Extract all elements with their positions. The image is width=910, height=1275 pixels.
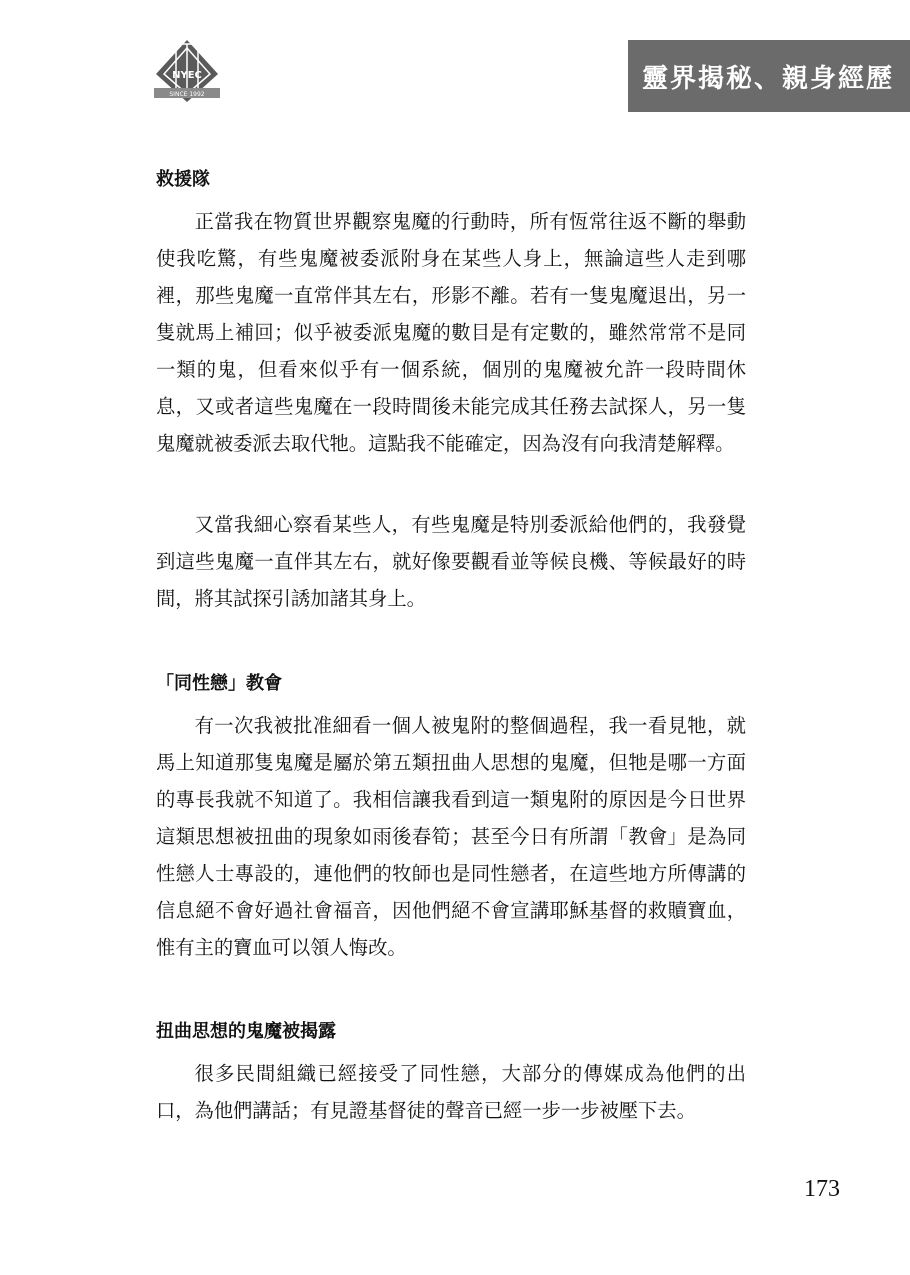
section-heading-gay-church: 「同性戀」教會 — [156, 673, 282, 694]
paragraph: 正當我在物質世界觀察鬼魔的行動時，所有恆常往返不斷的舉動使我吃驚，有些鬼魔被委派附身在某些人身上，無論這些人走到哪裡，那些鬼魔一直常伴其左右，形影不離。若有一隻鬼魔退出，另一隻就馬上補回；似乎被委派鬼魔的數目是有定數的，雖然常常不是同一類的鬼，但看來似乎有一個系統，個別的鬼魔被允許一段時間休息，又或者這些鬼魔在一段時間後未能完成其任務去試探人，另一隻鬼魔就被委派去取代牠。這點我不能確定，因為沒有向我清楚解釋。 — [156, 210, 746, 455]
paragraph: 很多民間組織已經接受了同性戀，大部分的傳媒成為他們的出口，為他們講話；有見證基督徒的聲音已經一步一步被壓下去。 — [156, 1062, 746, 1122]
paragraph: 又當我細心察看某些人，有些鬼魔是特別委派給他們的，我發覺到這些鬼魔一直伴其左右，就好像要觀看並等候良機、等候最好的時間，將其試探引誘加諸其身上。 — [156, 513, 746, 610]
page-number: 173 — [804, 1176, 840, 1202]
logo-tagline: SINCE 1992 — [169, 91, 205, 98]
section-title-banner — [628, 40, 910, 112]
logo-text: NYEC — [172, 70, 202, 81]
section-heading-rescue-team: 救援隊 — [156, 169, 210, 190]
paragraph: 有一次我被批准細看一個人被鬼附的整個過程，我一看見牠，就馬上知道那隻鬼魔是屬於第五類扭曲人思想的鬼魔，但牠是哪一方面的專長我就不知道了。我相信讓我看到這一類鬼附的原因是今日世界這類思想被扭曲的現象如雨後春筍；甚至今日有所謂「教會」是為同性戀人士專設的，連他們的牧師也是同性戀者，在這些地方所傳講的信息絕不會好過社會福音，因他們絕不會宣講耶穌基督的救贖寶血，惟有主的寶血可以領人悔改。 — [156, 714, 746, 959]
section-heading-distorted-thoughts: 扭曲思想的鬼魔被揭露 — [156, 1021, 336, 1042]
section-title: 靈界揭秘、親身經歷 — [642, 63, 895, 94]
nyec-logo — [148, 36, 226, 108]
logo-emblem — [148, 36, 226, 108]
